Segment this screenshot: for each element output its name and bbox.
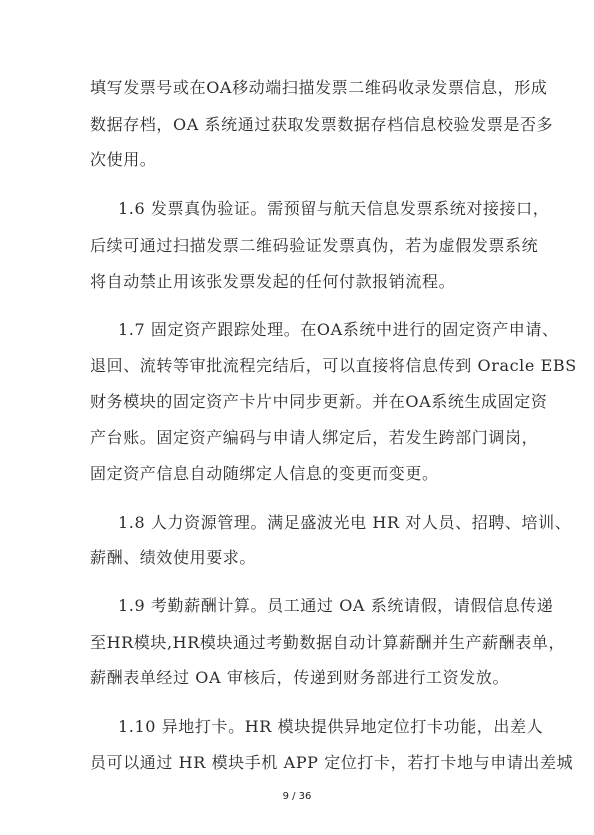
text-line: 填写发票号或在OA移动端扫描发票二维码收录发票信息，形成 (90, 78, 548, 97)
text-line: 薪酬表单经过 OA 审核后，传递到财务部进行工资发放。 (90, 668, 510, 687)
text-line: 退回、流转等审批流程完结后，可以直接将信息传到 Oracle EBS (90, 356, 577, 375)
text-line: 次使用。 (90, 150, 157, 169)
text-line: 后续可通过扫描发票二维码验证发票真伪，若为虚假发票系统 (90, 236, 539, 255)
text-line: 数据存档，OA 系统通过获取发票数据存档信息校验发票是否多 (90, 115, 554, 134)
text-line: 固定资产信息自动随绑定人信息的变更而变更。 (90, 464, 439, 483)
text-line: 将自动禁止用该张发票发起的任何付款报销流程。 (90, 272, 456, 291)
text-line: 员可以通过 HR 模块手机 APP 定位打卡，若打卡地与申请出差城 (90, 753, 574, 772)
page-number: 9 / 36 (282, 791, 312, 802)
paragraph-heading-1-10: 1.10 异地打卡。HR 模块提供异地定位打卡功能，出差人 (118, 717, 544, 736)
text-line: 产台账。固定资产编码与申请人绑定后，若发生跨部门调岗， (90, 428, 539, 447)
text-line: 至HR模块,HR模块通过考勤数据自动计算薪酬并生产薪酬表单， (90, 633, 566, 652)
paragraph-heading-1-9: 1.9 考勤薪酬计算。员工通过 OA 系统请假，请假信息传递 (118, 596, 554, 615)
paragraph-heading-1-7: 1.7 固定资产跟踪处理。在OA系统中进行的固定资产申请、 (118, 320, 559, 339)
paragraph-heading-1-8: 1.8 人力资源管理。满足盛波光电 HR 对人员、招聘、培训、 (118, 513, 572, 532)
text-line: 财务模块的固定资产卡片中同步更新。并在OA系统生成固定资 (90, 392, 548, 411)
paragraph-heading-1-6: 1.6 发票真伪验证。需预留与航天信息发票系统对接接口， (118, 199, 550, 218)
text-line: 薪酬、绩效使用要求。 (90, 548, 257, 567)
